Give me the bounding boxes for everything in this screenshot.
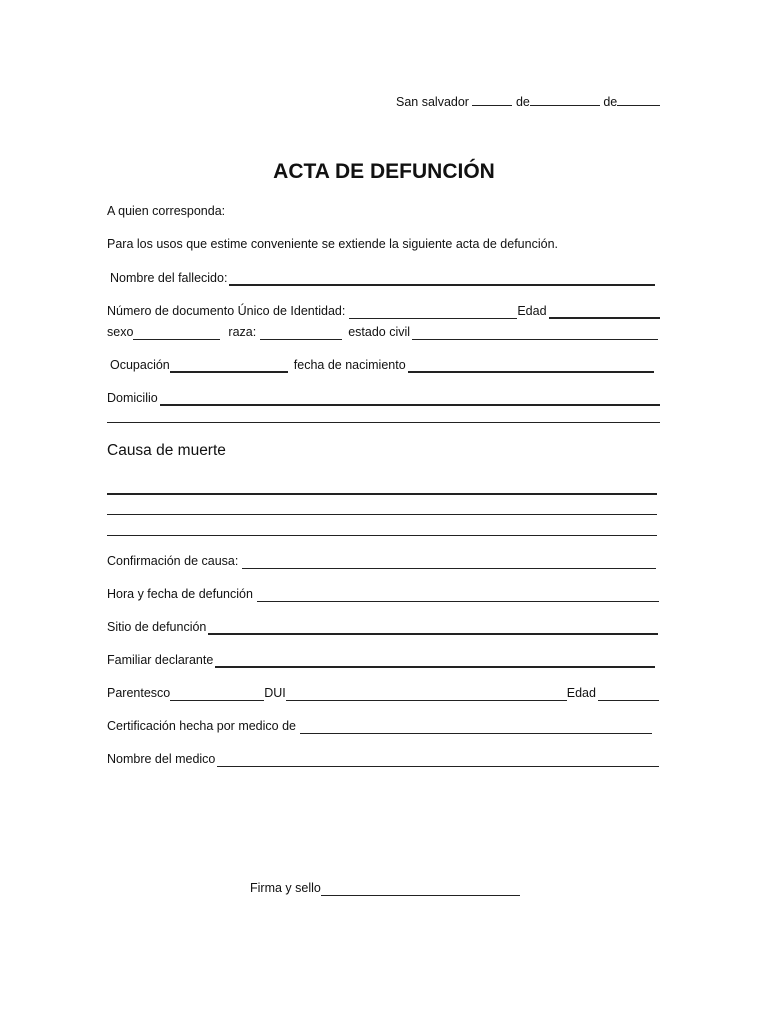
declarant-age-label: Edad xyxy=(566,686,596,700)
header-city: San salvador xyxy=(396,95,469,109)
document-title: ACTA DE DEFUNCIÓN xyxy=(273,160,495,183)
address-field[interactable] xyxy=(160,391,660,406)
certification-row xyxy=(107,716,652,734)
death-datetime-field[interactable] xyxy=(257,588,659,602)
sex-field[interactable] xyxy=(133,326,220,340)
intro-text: Para los usos que estime conveniente se extiende la siguiente acta de defunción. xyxy=(107,237,558,251)
relationship-field[interactable] xyxy=(170,687,264,701)
cause-line-1[interactable] xyxy=(107,493,657,495)
occupation-row xyxy=(110,355,654,373)
document-number-field[interactable] xyxy=(349,305,517,319)
doctor-name-label: Nombre del medico xyxy=(107,752,216,766)
civil-status-field[interactable] xyxy=(412,326,658,340)
birth-date-field[interactable] xyxy=(408,358,654,373)
occupation-field[interactable] xyxy=(170,358,288,373)
address-label: Domicilio xyxy=(107,391,158,405)
declarant-row xyxy=(107,650,655,668)
cause-heading: Causa de muerte xyxy=(107,442,226,459)
race-field[interactable] xyxy=(260,326,342,340)
declarant-age-field[interactable] xyxy=(598,687,659,701)
signature-row xyxy=(250,880,520,896)
age-field[interactable] xyxy=(549,304,660,319)
relationship-label: Parentesco xyxy=(107,686,171,700)
death-place-field[interactable] xyxy=(208,620,658,635)
cause-line-3[interactable] xyxy=(107,535,657,536)
death-place-label: Sitio de defunción xyxy=(107,620,207,634)
cause-confirmation-field[interactable] xyxy=(242,555,656,569)
document-number-label: Número de documento Único de Identidad: xyxy=(107,304,346,318)
cause-confirmation-label: Confirmación de causa: xyxy=(107,554,239,568)
dui-label: DUI xyxy=(264,686,286,700)
doctor-name-field[interactable] xyxy=(217,753,659,767)
month-field[interactable] xyxy=(530,92,600,106)
occupation-label: Ocupación xyxy=(110,358,170,372)
address-row xyxy=(107,388,660,406)
greeting-text: A quien corresponda: xyxy=(107,204,226,218)
age-label: Edad xyxy=(517,304,547,318)
address-line-2[interactable] xyxy=(107,422,660,423)
header-de-1: de xyxy=(515,95,530,109)
certification-label: Certificación hecha por medico de xyxy=(107,719,296,733)
header-de-2: de xyxy=(603,95,618,109)
deceased-name-label: Nombre del fallecido: xyxy=(110,271,228,285)
certification-field[interactable] xyxy=(300,720,652,734)
doctor-name-row xyxy=(107,749,659,767)
declarant-field[interactable] xyxy=(215,653,655,668)
death-place-row xyxy=(107,617,658,635)
death-datetime-label: Hora y fecha de defunción xyxy=(107,587,253,601)
declarant-label: Familiar declarante xyxy=(107,653,214,667)
cause-confirmation-row xyxy=(107,551,656,569)
signature-label: Firma y sello xyxy=(250,881,321,895)
cause-line-2[interactable] xyxy=(107,514,657,515)
deceased-name-row xyxy=(110,268,655,286)
birth-date-label: fecha de nacimiento xyxy=(293,358,406,372)
sex-label: sexo xyxy=(107,325,134,339)
day-field[interactable] xyxy=(472,92,512,106)
death-datetime-row xyxy=(107,584,659,602)
relationship-row xyxy=(107,683,659,701)
race-label: raza: xyxy=(228,325,257,339)
civil-status-label: estado civil xyxy=(348,325,411,339)
signature-field[interactable] xyxy=(321,882,520,896)
header-date-line xyxy=(396,92,660,109)
sex-race-row xyxy=(107,322,658,340)
dui-field[interactable] xyxy=(286,687,567,701)
year-field[interactable] xyxy=(617,92,660,106)
deceased-name-field[interactable] xyxy=(229,271,655,286)
document-number-row xyxy=(107,301,660,319)
